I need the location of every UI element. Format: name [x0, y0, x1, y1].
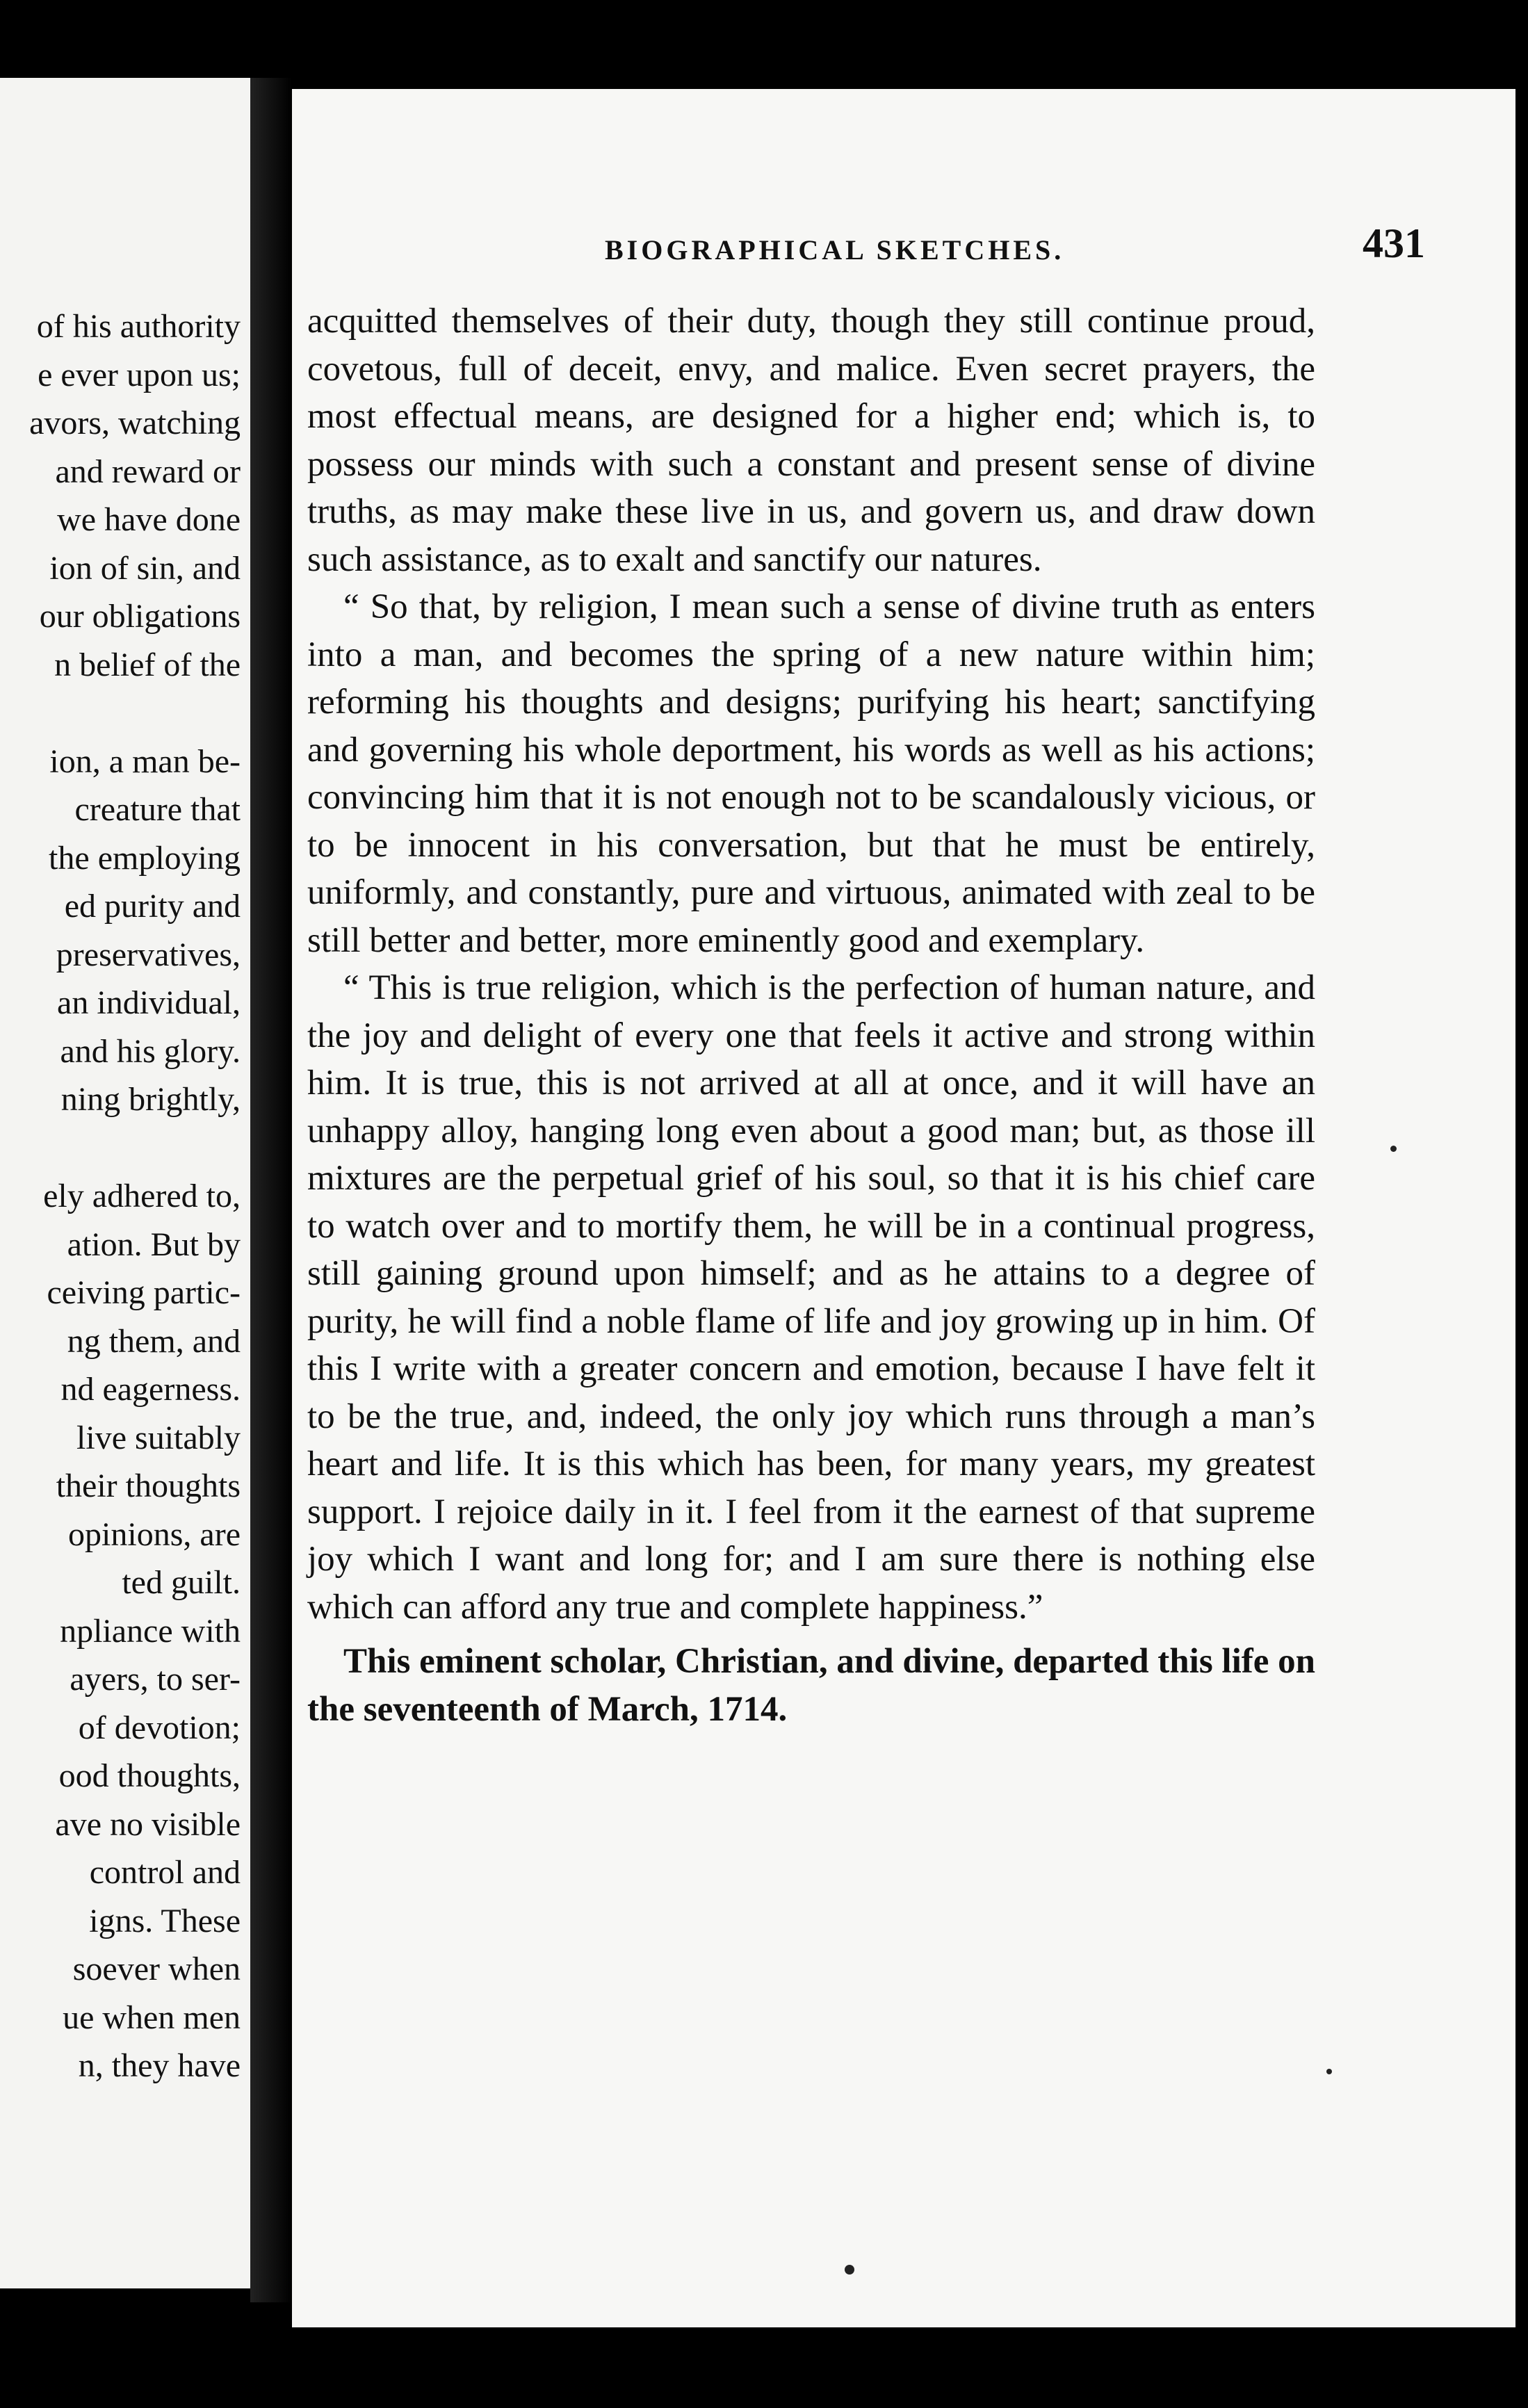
paragraph-1: acquitted themselves of their duty, though they still continue proud, covetous, full of deceit, envy, and malice. Even secret prayers, the most effectual means, are designed for a higher end; which is, to possess our minds with such a constant and present sense of divine truths, as may make these live in us, and govern us, and draw down such assistance, as to exalt and sanctify our natures.: [307, 302, 1315, 579]
left-page-line: ted guilt.: [122, 1564, 241, 1601]
left-page-line: e ever upon us;: [38, 356, 241, 393]
page-number: 431: [1363, 220, 1425, 266]
left-page-line: ood thoughts,: [58, 1757, 241, 1794]
ink-speck: [845, 2265, 854, 2275]
left-page-line: n, they have: [78, 2047, 241, 2084]
left-page-line: ceiving partic-: [47, 1274, 241, 1311]
left-page-line: of devotion;: [78, 1709, 241, 1746]
left-page-line: ion of sin, and: [49, 549, 241, 587]
left-page-line: we have done: [57, 501, 241, 538]
left-page-line: control and: [89, 1854, 241, 1891]
left-page-line: nd eagerness.: [60, 1371, 241, 1408]
left-page-line: preservatives,: [56, 936, 241, 973]
closing-paragraph: This eminent scholar, Christian, and divine, departed this life on the seventeenth of March, 1714.: [307, 1642, 1315, 1729]
left-page-line: igns. These: [89, 1902, 241, 1939]
running-head: BIOGRAPHICAL SKETCHES.: [605, 234, 1065, 266]
ink-speck: [1326, 2069, 1332, 2074]
book-gutter: [250, 78, 292, 2302]
left-page-line: an individual,: [57, 984, 241, 1021]
left-page-line: creature that: [74, 791, 241, 828]
left-page-line: ed purity and: [64, 888, 241, 925]
left-page-line: ation. But by: [67, 1226, 241, 1263]
left-page-line: ning brightly,: [60, 1081, 241, 1118]
left-page-line: ion, a man be-: [49, 742, 241, 780]
left-page: [0, 78, 250, 2288]
left-page-line: their thoughts: [56, 1467, 241, 1504]
left-page-line: ely adhered to,: [43, 1178, 241, 1214]
left-page-line: opinions, are: [68, 1515, 241, 1553]
left-page-line: [29, 1124, 241, 1173]
left-page-line: of his authority: [36, 308, 241, 345]
left-page-line: soever when: [72, 1951, 241, 1987]
left-page-line: n belief of the: [54, 646, 241, 683]
left-page-line: npliance with: [60, 1612, 241, 1650]
left-page-line: avors, watching: [29, 405, 241, 441]
left-page-line: ue when men: [63, 1999, 241, 2036]
left-page-line: and reward or: [55, 453, 241, 490]
body-text: [307, 298, 1315, 1733]
left-page-line: and his glory.: [60, 1032, 241, 1070]
paragraph-3: “ This is true religion, which is the perfection of human nature, and the joy and delight of every one that feels it active and strong within him. It is true, this is not arrived at all at once, and it will have an unhappy alloy, hanging long even about a good man; but, as those ill mixtures are the perpetual grief of his soul, so that it is his chief care to watch over and to mortify them, he will be in a continual progress, still gaining ground upon himself; and as he attains to a degree of purity, he will find a noble flame of life and joy growing up in him. Of this I write with a greater concern and emotion, because I have felt it to be the true, and, indeed, the only joy which runs through a man’s heart and life. It is this which has been, for many years, my greatest support. I rejoice daily in it. I feel from it the earnest of that supreme joy which I want and long for; and I am sure there is nothing else which can afford any true and complete happiness.”: [307, 968, 1315, 1627]
left-page-line: the employing: [49, 839, 241, 877]
paragraph-2: “ So that, by religion, I mean such a sense of divine truth as enters into a man, and becomes the spring of a new nature within him; reforming his thoughts and designs; purifying his heart; sanctifying and governing his whole deportment, his words as well as his actions; convincing him that it is not enough not to be scandalously vicious, or to be innocent in his conversation, but that he must be entirely, uniformly, and constantly, pure and virtuous, animated with zeal to be still better and better, more eminently good and exemplary.: [307, 587, 1315, 960]
left-page-line: ng them, and: [67, 1322, 241, 1360]
ink-speck: [1390, 1146, 1397, 1152]
left-page-line: [29, 689, 241, 738]
right-page: [292, 89, 1515, 2327]
left-page-line: ave no visible: [55, 1805, 241, 1843]
left-page-text: [29, 302, 241, 2090]
left-page-line: our obligations: [39, 598, 241, 635]
left-page-line: ayers, to ser-: [70, 1661, 241, 1698]
left-page-line: live suitably: [76, 1419, 241, 1456]
